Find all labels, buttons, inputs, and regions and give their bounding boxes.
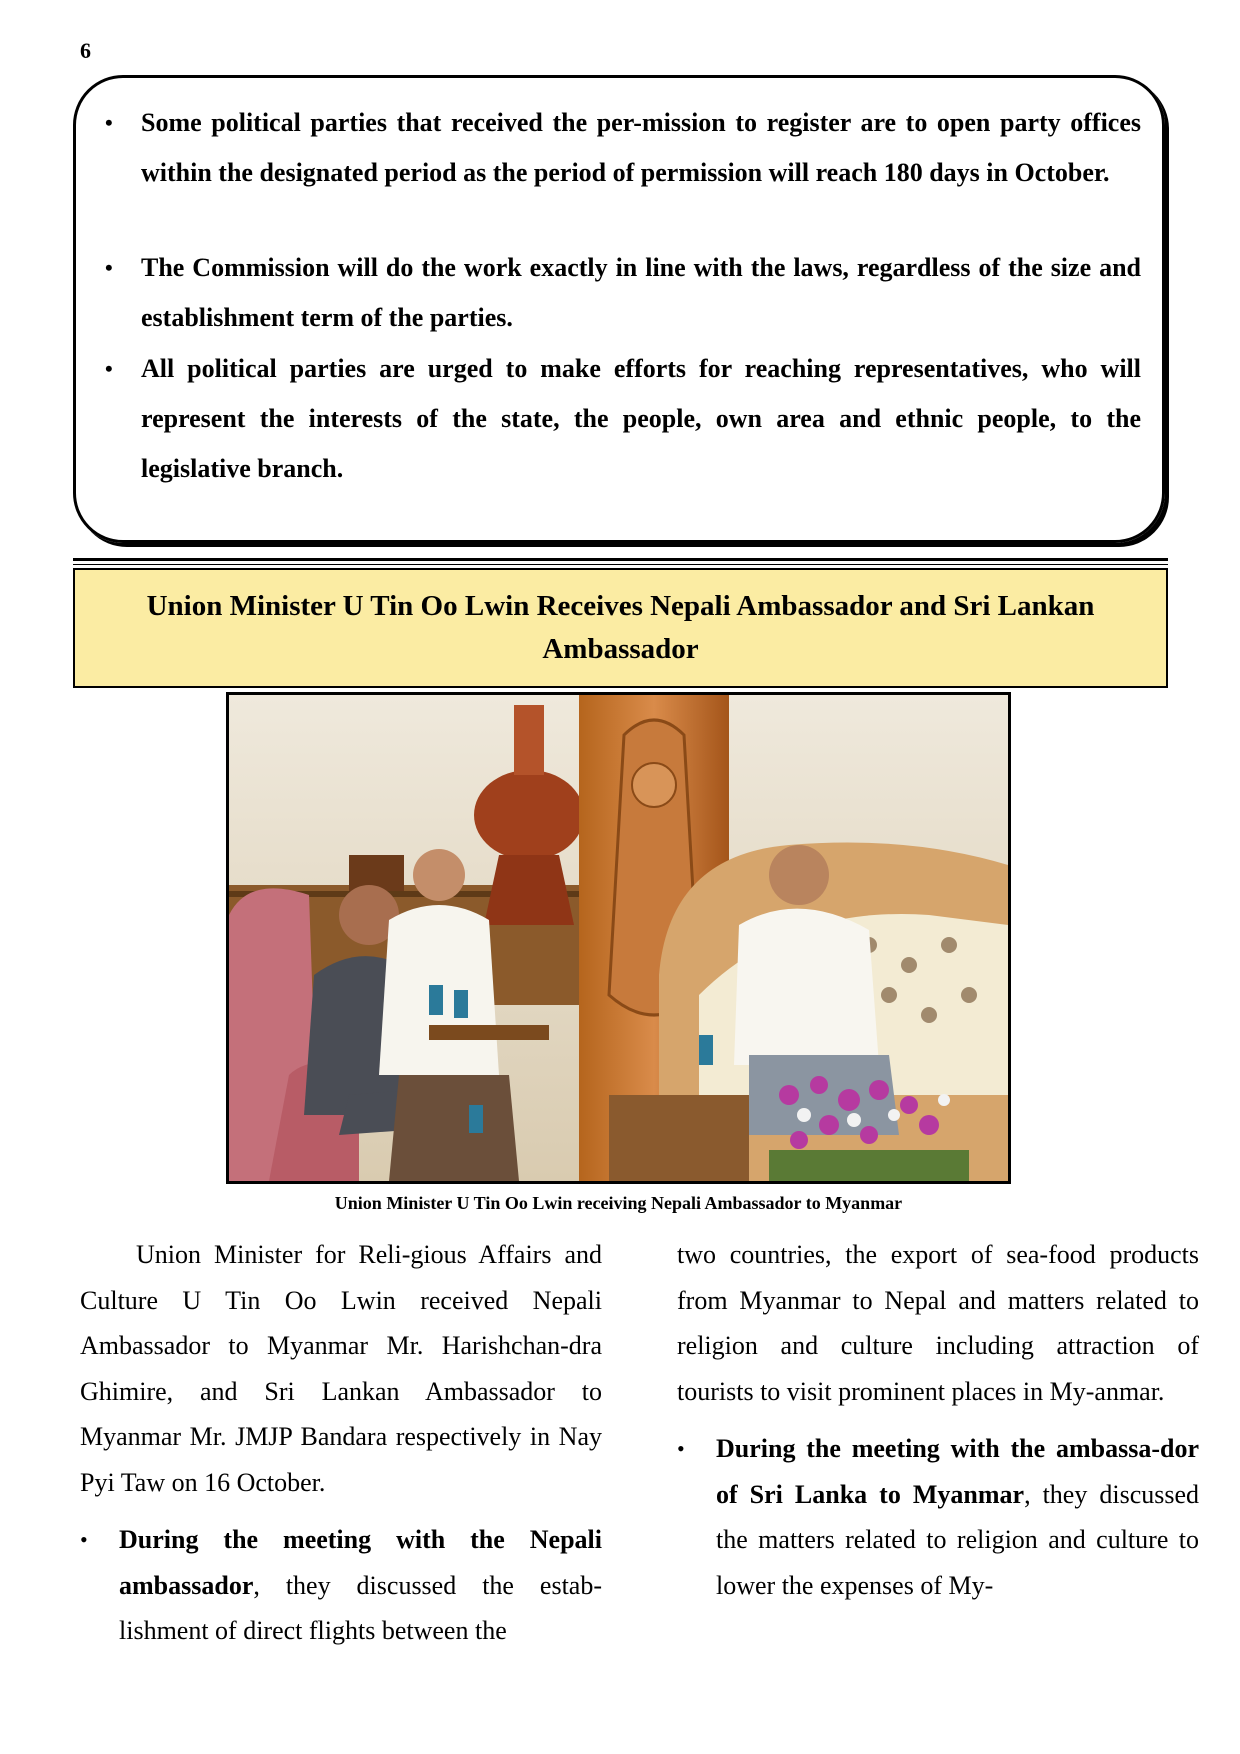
summary-bullet-text: All political parties are urged to make efforts for reaching representatives, who will represent the interests of the state, the people, own area and ethnic people, to the legislative branch. bbox=[141, 354, 1141, 483]
right-column bbox=[677, 1232, 1199, 1608]
left-bullet bbox=[80, 1517, 602, 1654]
headline-banner bbox=[73, 568, 1168, 688]
right-bullet-lead: During the meeting with the ambassa-dor of Sri Lanka to Myanmar bbox=[716, 1434, 1199, 1509]
meeting-photo-illustration bbox=[229, 695, 1008, 1181]
intro-paragraph: Union Minister for Reli-gious Affairs and Culture U Tin Oo Lwin received Nepali Ambassador to Myanmar Mr. Harishchan-dra Ghimire, and Sri Lankan Ambassador to Myanmar Mr. JMJP Bandara respectively in Nay Pyi Taw on 16 October. bbox=[80, 1240, 602, 1497]
right-bullet-text: , they discussed the matters related to religion and culture to lower the expenses of My- bbox=[716, 1479, 1200, 1600]
summary-bullet-item bbox=[105, 243, 1141, 343]
left-bullet-lead: During the meeting with the Nepali ambassador bbox=[119, 1525, 602, 1600]
section-divider bbox=[73, 558, 1168, 561]
bullet-icon: • bbox=[105, 356, 113, 381]
summary-box bbox=[73, 75, 1165, 543]
page-number: 6 bbox=[80, 38, 91, 63]
bullet-icon: • bbox=[105, 255, 113, 280]
meeting-photo bbox=[226, 692, 1011, 1184]
summary-bullet-item bbox=[105, 344, 1141, 494]
right-bullet bbox=[677, 1426, 1199, 1608]
bullet-icon: • bbox=[677, 1436, 685, 1461]
headline-text: Union Minister U Tin Oo Lwin Receives Nepali Ambassador and Sri Lankan Ambassador bbox=[146, 590, 1095, 665]
summary-bullet-text: Some political parties that received the per-mission to register are to open party offices within the designated period as the period of permission will reach 180 days in October. bbox=[141, 108, 1141, 187]
section-divider-thin bbox=[73, 564, 1168, 565]
bullet-icon: • bbox=[80, 1527, 88, 1552]
left-column bbox=[80, 1232, 602, 1654]
photo-caption: Union Minister U Tin Oo Lwin receiving Nepali Ambassador to Myanmar bbox=[334, 1193, 903, 1213]
summary-bullet-text: The Commission will do the work exactly in line with the laws, regardless of the size and establishment term of the parties. bbox=[141, 253, 1141, 332]
bullet-icon: • bbox=[105, 110, 113, 135]
continuation-paragraph: two countries, the export of sea-food products from Myanmar to Nepal and matters related to religion and culture including attraction of tourists to visit prominent places in My-anmar. bbox=[677, 1240, 1199, 1406]
summary-bullet-item bbox=[105, 98, 1141, 198]
left-bullet-text: , they discussed the estab-lishment of direct flights between the bbox=[119, 1570, 602, 1645]
